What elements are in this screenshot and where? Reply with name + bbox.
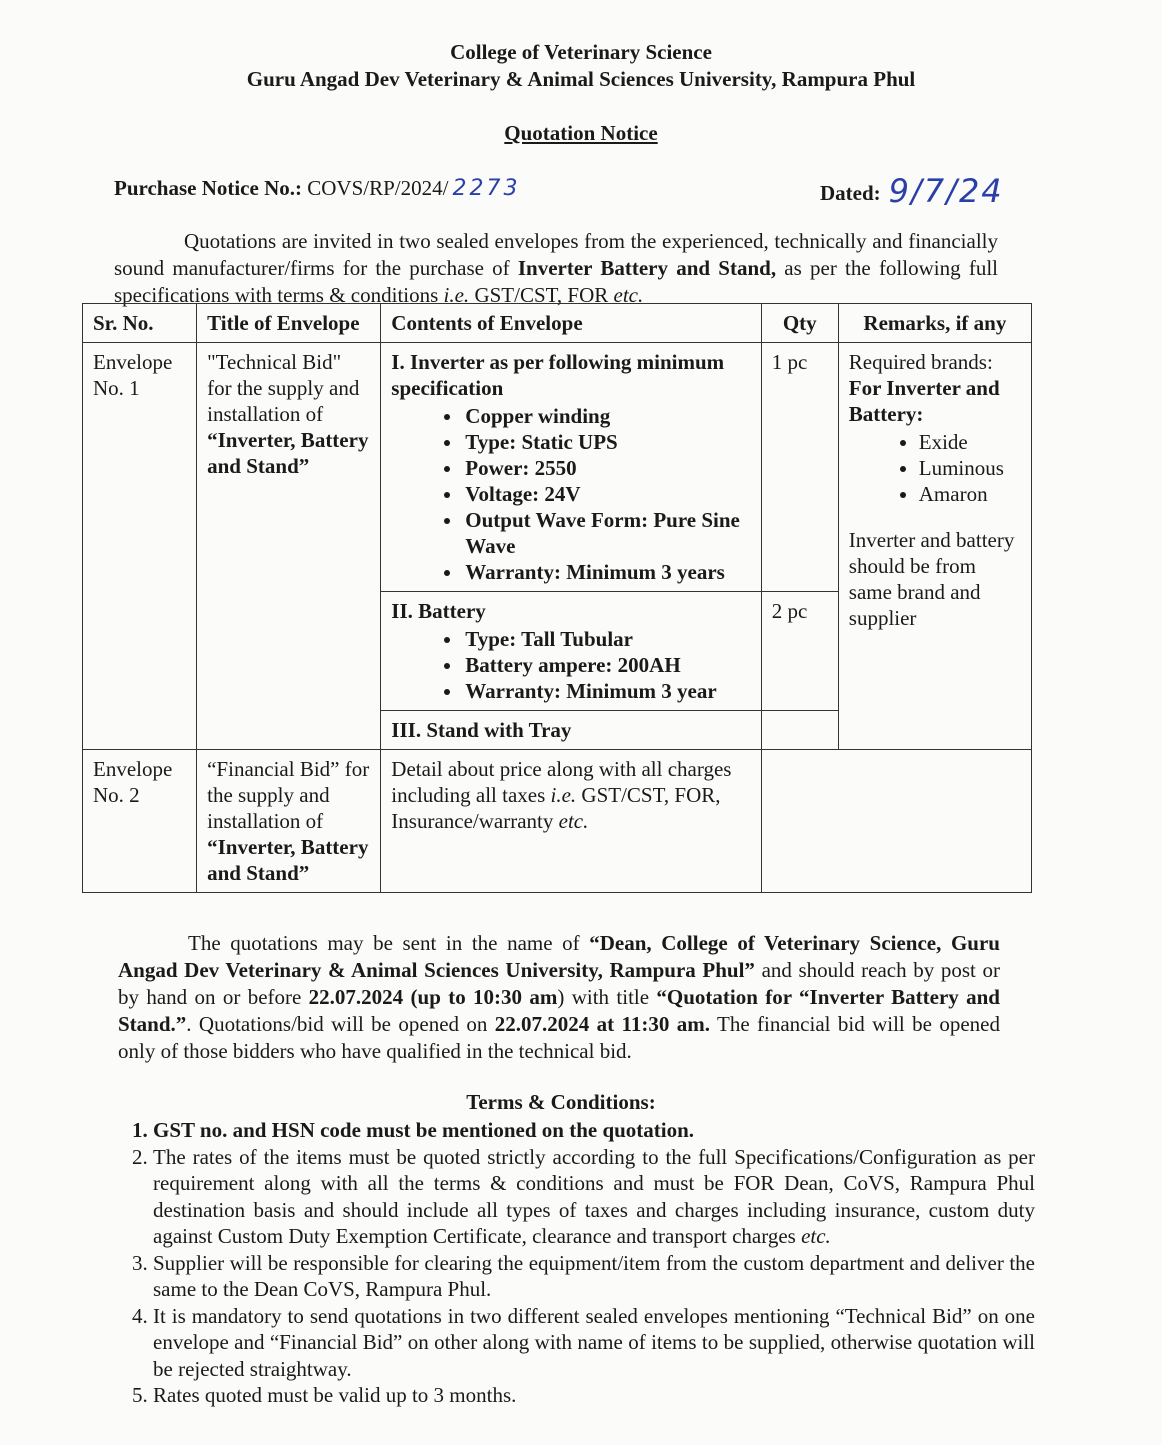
header-sr-no: Sr. No. (83, 304, 197, 343)
submission-title: “Quotation for “Inverter Battery and Stand.” (118, 985, 1000, 1036)
battery-qty: 2 pc (761, 592, 838, 711)
envelope-2-sr: Envelope No. 2 (83, 750, 197, 893)
envelope-1-remarks (838, 343, 1031, 750)
inverter-heading: I. Inverter as per following minimum specification (391, 350, 725, 400)
table-row (83, 750, 1032, 893)
intro-text-1: Quotations are invited in two sealed envelopes from the experienced, technically and financially sound manufacturer/firms for the purchase of (114, 229, 998, 280)
submission-text-5: The financial bid will be opened only of those bidders who have qualified in the technical bid. (118, 1012, 1000, 1063)
envelope-2-title-text: “Financial Bid” for the supply and installation of (207, 757, 370, 833)
submission-text-1: The quotations may be sent in the name of (188, 931, 590, 955)
list-item: • Copper winding (463, 403, 750, 429)
envelope-table (82, 303, 1032, 893)
handwritten-date: 9/7/24 (888, 172, 1004, 210)
envelope-1-title-text: "Technical Bid" for the supply and installation of (207, 350, 360, 426)
envelope-2-title-item: “Inverter, Battery and Stand” (207, 835, 369, 885)
purchase-notice-label: Purchase Notice No.: (114, 176, 302, 200)
list-item: • Voltage: 24V (463, 481, 750, 507)
dated-label: Dated: (820, 181, 881, 205)
envelope-2-title (197, 750, 381, 893)
stand-qty (761, 711, 838, 750)
stand-heading: III. Stand with Tray (391, 718, 572, 742)
intro-item-name: Inverter Battery and Stand, (517, 256, 777, 280)
stand-contents (381, 711, 761, 750)
inverter-contents (381, 343, 761, 592)
list-item: • Amaron (919, 481, 1021, 507)
submission-opening: 22.07.2024 at 11:30 am. (494, 1012, 710, 1036)
env2-contents-etc: etc. (558, 809, 589, 833)
list-item: • Type: Static UPS (463, 429, 750, 455)
battery-spec-list (391, 626, 750, 704)
submission-deadline: 22.07.2024 (up to 10:30 am (308, 985, 558, 1009)
submission-text-2: and should reach by post or by hand on or before (118, 958, 1000, 1009)
list-item: • Warranty: Minimum 3 years (463, 559, 750, 585)
list-item: 5. Rates quoted must be valid up to 3 months. (153, 1382, 1035, 1409)
battery-contents (381, 592, 761, 711)
university-name: Guru Angad Dev Veterinary & Animal Sciences University, Rampura Phul (246, 67, 916, 91)
inverter-spec-list (391, 403, 750, 585)
env2-contents-text-1: Detail about price along with all charges including all taxes (391, 757, 732, 807)
table-header-row (83, 304, 1032, 343)
notice-title: Quotation Notice (504, 121, 658, 145)
submission-paragraph (118, 930, 1000, 1065)
submission-text-3: ) with title (557, 985, 657, 1009)
header-remarks: Remarks, if any (838, 304, 1031, 343)
list-item: • Output Wave Form: Pure Sine Wave (463, 507, 750, 559)
list-item: • Exide (919, 429, 1021, 455)
list-item: • Battery ampere: 200AH (463, 652, 750, 678)
battery-heading: II. Battery (391, 599, 486, 623)
envelope-1-sr: Envelope No. 1 (83, 343, 197, 750)
remarks-intro: Required brands: (848, 350, 993, 374)
list-item: • Type: Tall Tubular (463, 626, 750, 652)
envelope-2-contents (381, 750, 761, 893)
list-item: 4. It is mandatory to send quotations in two different sealed envelopes mentioning “Technical Bid” on one envelope and “Financial Bid” on other along with name of items to be supplied, otherwise quotation will be rejected straightway. (153, 1303, 1035, 1383)
purchase-notice-number (114, 176, 520, 201)
intro-text-3: GST/CST, FOR (469, 283, 614, 307)
table-row (83, 343, 1032, 592)
envelope-1-title (197, 343, 381, 750)
envelope-2-empty (761, 750, 1031, 893)
list-item: • Luminous (919, 455, 1021, 481)
list-item: • Warranty: Minimum 3 year (463, 678, 750, 704)
brand-list (849, 429, 1021, 507)
env2-contents-ie: i.e. (550, 783, 577, 807)
remarks-note: Inverter and battery should be from same brand and supplier (848, 528, 1015, 630)
envelope-1-title-item: “Inverter, Battery and Stand” (207, 428, 369, 478)
intro-ie: i.e. (443, 283, 470, 307)
env2-contents-text-2: GST/CST, FOR, Insurance/warranty (391, 783, 721, 833)
list-item: • Power: 2550 (463, 455, 750, 481)
terms-title: Terms & Conditions: (466, 1090, 656, 1114)
submission-text-4: . Quotations/bid will be opened on (186, 1012, 495, 1036)
terms-list (118, 1117, 1035, 1409)
remarks-brand-heading: For Inverter and Battery: (848, 376, 1000, 426)
inverter-qty: 1 pc (761, 343, 838, 592)
college-name: College of Veterinary Science (450, 40, 712, 64)
list-item: 1. GST no. and HSN code must be mentioned on the quotation. (153, 1117, 1035, 1144)
header-title: Title of Envelope (197, 304, 381, 343)
header-contents: Contents of Envelope (381, 304, 761, 343)
list-item: 3. Supplier will be responsible for clearing the equipment/item from the custom department and deliver the same to the Dean CoVS, Rampura Phul. (153, 1250, 1035, 1303)
submission-addressee: “Dean, College of Veterinary Science, Guru Angad Dev Veterinary & Animal Sciences University, Rampura Phul” (118, 931, 1000, 982)
list-item (153, 1144, 1035, 1250)
header-qty: Qty (761, 304, 838, 343)
intro-text-2: as per the following full specifications with terms & conditions (114, 256, 998, 307)
purchase-notice-prefix: COVS/RP/2024/ (307, 176, 449, 200)
term-2-etc: etc. (801, 1224, 831, 1248)
intro-paragraph (114, 228, 998, 309)
notice-date (820, 170, 1004, 208)
intro-etc: etc. (613, 283, 644, 307)
term-2-text: The rates of the items must be quoted strictly according to the full Specifications/Configuration as per requirement along with all the terms & conditions and must be FOR Dean, CoVS, Rampura Phul destination basis and should include all types of taxes and charges including insurance, custom duty against Custom Duty Exemption Certificate, clearance and transport charges (153, 1144, 1035, 1248)
handwritten-notice-number: 2273 (452, 176, 521, 201)
